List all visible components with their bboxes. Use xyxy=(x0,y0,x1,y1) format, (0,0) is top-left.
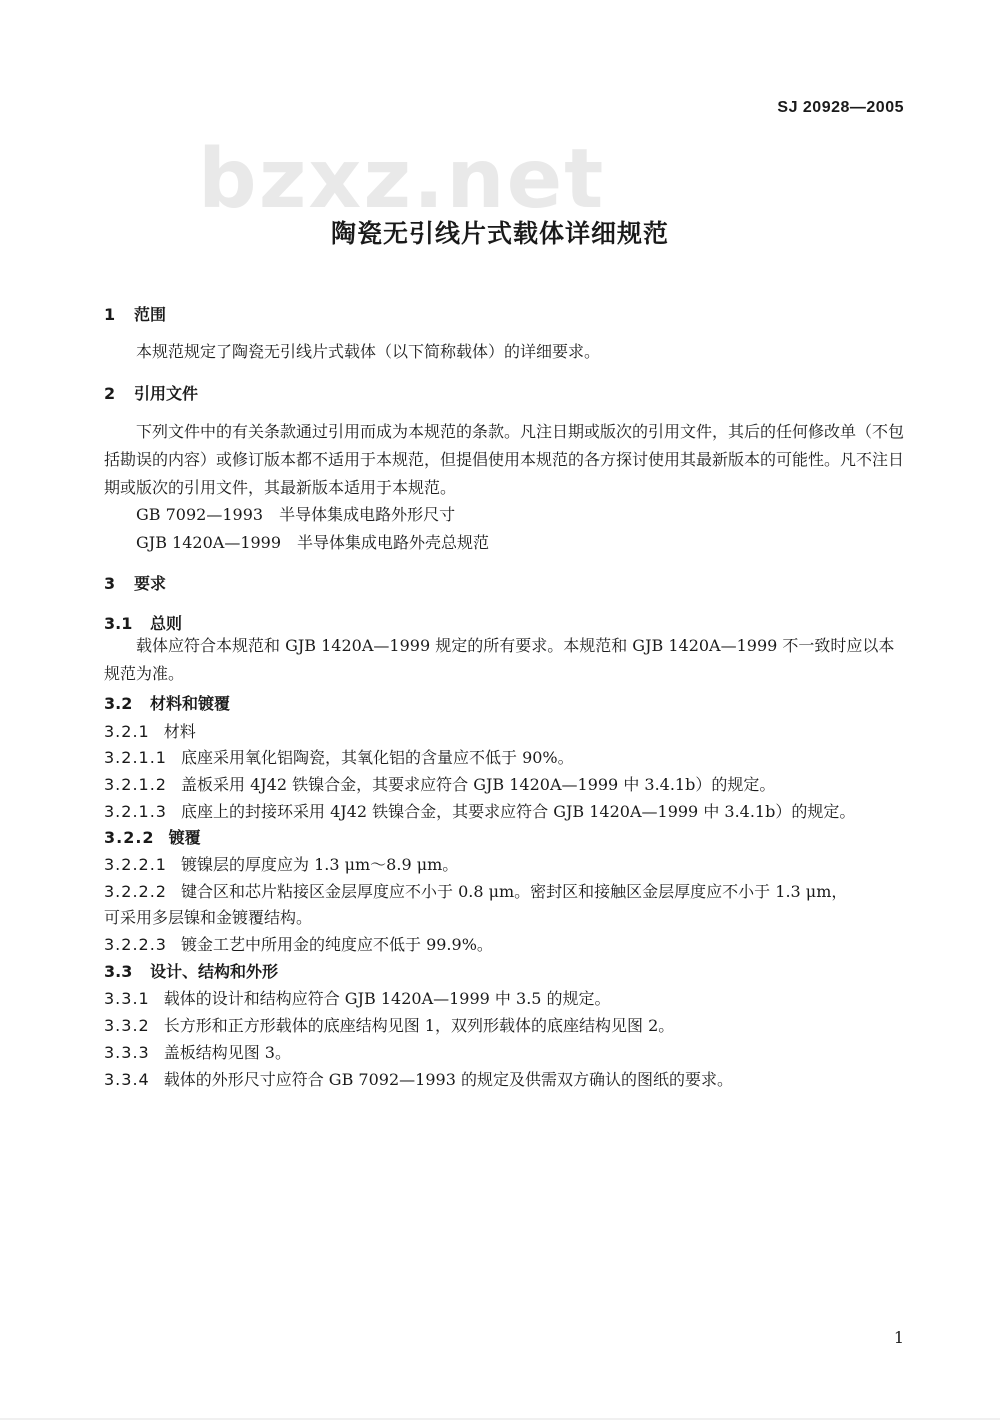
clause-number: 3.3.2 xyxy=(104,1016,150,1035)
clause-number: 3.2.2.1 xyxy=(104,855,167,874)
clause-3-3-3 xyxy=(104,1040,291,1063)
clause-text: 镀镍层的厚度应为 1.3 μm～8.9 μm。 xyxy=(180,855,459,874)
section-2-body: 下列文件中的有关条款通过引用而成为本规范的条款。凡注日期或版次的引用文件，其后的任何修改单（不包括勘误的内容）或修订版本都不适用于本规范，但提倡使用本规范的各方探讨使用其最新版本的可能性。凡不注日期或版次的引用文件，其最新版本适用于本规范。 xyxy=(104,422,905,497)
clause-text: 底座采用氧化铝陶瓷，其氧化铝的含量应不低于 90%。 xyxy=(180,748,574,767)
section-title: 范围 xyxy=(134,305,167,324)
clause-3-2-1-heading xyxy=(104,719,196,742)
section-title: 引用文件 xyxy=(134,384,199,403)
subsection-3-1-heading xyxy=(104,611,182,634)
clause-text: 镀金工艺中所用金的纯度应不低于 99.9%。 xyxy=(180,935,493,954)
page-edge xyxy=(0,1418,1000,1420)
clause-text: 盖板采用 4J42 铁镍合金，其要求应符合 GJB 1420A—1999 中 3.4.1b）的规定。 xyxy=(180,775,776,794)
clause-3-3-4 xyxy=(104,1067,733,1090)
clause-3-2-1-1 xyxy=(104,745,574,768)
section-number: 3 xyxy=(104,574,116,593)
clause-title: 镀覆 xyxy=(168,828,201,847)
section-1-body: 本规范规定了陶瓷无引线片式载体（以下简称载体）的详细要求。 xyxy=(136,342,601,361)
section-1-heading xyxy=(104,302,166,325)
clause-text: 载体的外形尺寸应符合 GB 7092—1993 的规定及供需双方确认的图纸的要求。 xyxy=(163,1070,733,1089)
subsection-3-1-body: 载体应符合本规范和 GJB 1420A—1999 规定的所有要求。本规范和 GJB 1420A—1999 不一致时应以本规范为准。 xyxy=(104,636,895,683)
page-number: 1 xyxy=(893,1328,904,1347)
clause-3-2-2-3 xyxy=(104,932,493,955)
subsection-title: 材料和镀覆 xyxy=(150,694,231,713)
subsection-number: 3.3 xyxy=(104,962,133,981)
clause-text: 长方形和正方形载体的底座结构见图 1，双列形载体的底座结构见图 2。 xyxy=(163,1016,675,1035)
clause-text: 盖板结构见图 3。 xyxy=(163,1043,291,1062)
clause-number: 3.3.1 xyxy=(104,989,150,1008)
clause-number: 3.3.3 xyxy=(104,1043,150,1062)
clause-number: 3.2.1 xyxy=(104,722,150,741)
subsection-number: 3.1 xyxy=(104,614,133,633)
clause-3-2-1-2 xyxy=(104,772,775,795)
document-number: SJ 20928—2005 xyxy=(777,99,904,116)
section-number: 1 xyxy=(104,305,116,324)
clause-3-2-2-2 xyxy=(104,879,847,902)
section-2-heading xyxy=(104,381,198,404)
section-title: 要求 xyxy=(134,574,167,593)
clause-number: 3.2.1.2 xyxy=(104,775,167,794)
clause-number: 3.2.2 xyxy=(104,828,155,847)
clause-3-2-1-3 xyxy=(104,799,855,822)
subsection-3-3-heading xyxy=(104,959,278,982)
clause-title: 材料 xyxy=(163,722,196,741)
clause-3-3-1 xyxy=(104,986,611,1009)
clause-3-3-2 xyxy=(104,1013,674,1036)
clause-text: 载体的设计和结构应符合 GJB 1420A—1999 中 3.5 的规定。 xyxy=(163,989,611,1008)
subsection-title: 设计、结构和外形 xyxy=(150,962,279,981)
subsection-title: 总则 xyxy=(150,614,183,633)
watermark: bzxz.net xyxy=(198,132,606,227)
subsection-number: 3.2 xyxy=(104,694,133,713)
clause-3-2-2-heading xyxy=(104,825,201,848)
clause-text: 底座上的封接环采用 4J42 铁镍合金，其要求应符合 GJB 1420A—1999 中 3.4.1b）的规定。 xyxy=(180,802,856,821)
clause-number: 3.2.1.1 xyxy=(104,748,167,767)
section-3-heading xyxy=(104,571,166,594)
clause-number: 3.3.4 xyxy=(104,1070,150,1089)
clause-3-2-2-1 xyxy=(104,852,458,875)
reference-item: GB 7092—1993 半导体集成电路外形尺寸 xyxy=(136,505,456,524)
clause-text: 键合区和芯片粘接区金层厚度应不小于 0.8 μm。密封区和接触区金层厚度应不小于 1.3 μm， xyxy=(180,882,848,901)
clause-number: 3.2.1.3 xyxy=(104,802,167,821)
section-number: 2 xyxy=(104,384,116,403)
clause-number: 3.2.2.2 xyxy=(104,882,167,901)
reference-item: GJB 1420A—1999 半导体集成电路外壳总规范 xyxy=(136,533,490,552)
clause-number: 3.2.2.3 xyxy=(104,935,167,954)
subsection-3-2-heading xyxy=(104,691,230,714)
clause-3-2-2-2-continuation: 可采用多层镍和金镀覆结构。 xyxy=(104,908,313,927)
document-title: 陶瓷无引线片式载体详细规范 xyxy=(330,219,669,248)
